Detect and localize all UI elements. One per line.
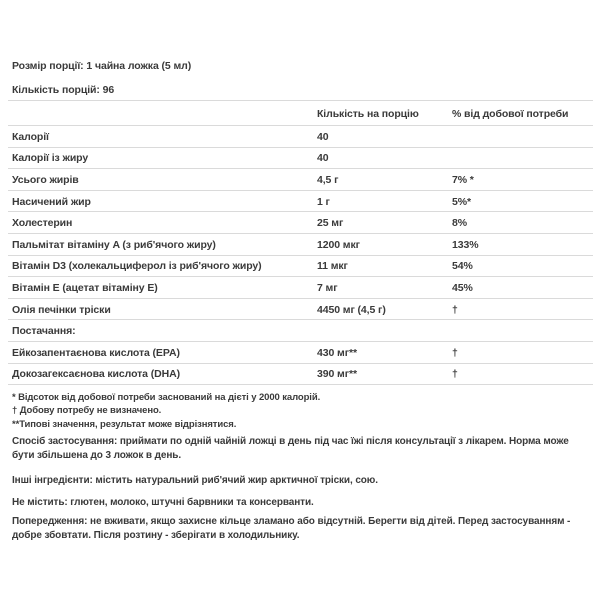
amount-cell: 1 г <box>317 195 330 208</box>
amount-cell: 430 мг** <box>317 346 357 359</box>
footnote-dagger: † Добову потребу не визначено. <box>12 405 162 417</box>
warnings: Попередження: не вживати, якщо захисне кільце зламано або відсутній. Берегти від дітей. Перед застосуванням - добре збовтати. Після розтину - зберігати в холодильнику. <box>12 515 571 541</box>
nutrient-name: Насичений жир <box>12 195 91 208</box>
nutrient-name: Холестерин <box>12 217 73 230</box>
amount-cell: 25 мг <box>317 217 344 230</box>
footnote-typical-values: **Типові значення, результат може відрізнятися. <box>12 418 237 430</box>
dv-cell: † <box>452 346 458 359</box>
nutrient-name: Пальмітат вітаміну A (з риб'ячого жиру) <box>12 238 216 251</box>
dv-cell: † <box>452 368 458 381</box>
dv-cell <box>448 136 593 137</box>
amount-cell: 40 <box>317 130 329 143</box>
dv-header: % від добової потреби <box>452 107 569 120</box>
other-ingredients: Інші інгредієнти: містить натуральний риб'ячий жир арктичної тріски, сою. <box>12 474 378 486</box>
table-row <box>8 320 593 342</box>
serving-size: Розмір порції: 1 чайна ложка (5 мл) <box>12 60 192 72</box>
nutrient-name: Калорії <box>12 130 49 143</box>
dv-cell: 7% * <box>452 173 474 186</box>
table-row <box>8 169 593 191</box>
dv-cell: 54% <box>452 260 473 273</box>
amount-cell: 390 мг** <box>317 368 357 381</box>
nutrient-header-cell <box>8 113 313 114</box>
table-row <box>8 299 593 321</box>
amount-cell <box>313 330 448 331</box>
nutrient-name: Вітамін E (ацетат вітаміну E) <box>12 281 158 294</box>
table-row <box>8 277 593 299</box>
dv-cell: 5%* <box>452 195 471 208</box>
nutrient-name: Усього жирів <box>12 173 79 186</box>
table-row <box>8 342 593 364</box>
free-of-statement: Не містить: глютен, молоко, штучні барвники та консерванти. <box>12 496 314 508</box>
servings-count: Кількість порцій: 96 <box>12 84 115 96</box>
amount-cell: 40 <box>317 152 329 165</box>
nutrient-name: Вітамін D3 (холекальциферол із риб'ячого жиру) <box>12 260 262 273</box>
nutrient-name: Постачання: <box>12 325 76 338</box>
dv-cell: 8% <box>452 217 467 230</box>
amount-cell: 4450 мг (4,5 г) <box>317 303 386 316</box>
footnotes <box>8 391 593 431</box>
nutrient-name: Калорії із жиру <box>12 152 89 165</box>
supplement-facts-table <box>8 100 593 385</box>
table-row <box>8 212 593 234</box>
usage-directions: Спосіб застосування: приймати по одній чайній ложці в день під час їжі після консультації з лікарем. Норма може бути збільшена до 3 ложок в день. <box>12 435 569 461</box>
nutrient-name: Докозагексаєнова кислота (DHA) <box>12 368 180 381</box>
table-row <box>8 234 593 256</box>
dv-cell: 133% <box>452 238 479 251</box>
table-row <box>8 191 593 213</box>
table-row <box>8 148 593 170</box>
amount-cell: 11 мкг <box>317 260 348 273</box>
table-row <box>8 256 593 278</box>
dv-cell <box>448 157 593 158</box>
table-header-row <box>8 101 593 126</box>
amount-cell: 4,5 г <box>317 173 339 186</box>
table-row <box>8 364 593 386</box>
nutrient-name: Олія печінки тріски <box>12 303 111 316</box>
amount-header: Кількість на порцію <box>317 107 419 120</box>
amount-cell: 7 мг <box>317 281 338 294</box>
amount-cell: 1200 мкг <box>317 238 360 251</box>
dv-cell: 45% <box>452 281 473 294</box>
dv-cell: † <box>452 303 458 316</box>
nutrient-name: Ейкозапентаєнова кислота (EPA) <box>12 346 180 359</box>
footnote-percent-dv: * Відсоток від добової потреби заснований на дієті у 2000 калорій. <box>12 392 321 404</box>
dv-cell <box>448 330 593 331</box>
table-row <box>8 126 593 148</box>
